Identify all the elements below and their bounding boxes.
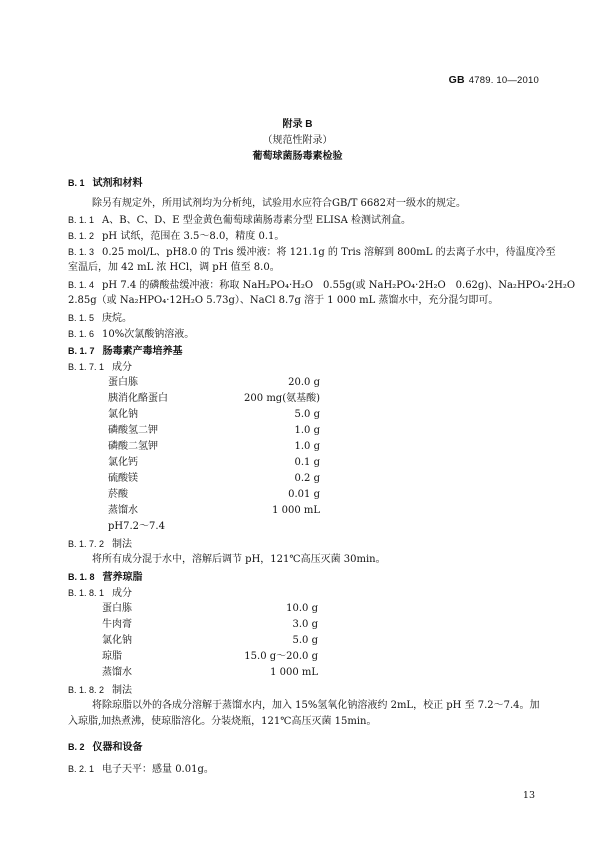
clause-b1-7-heading: B. 1. 7 肠毒素产毒培养基 (68, 346, 183, 357)
appendix-name: 葡萄球菌肠毒素检验 (252, 151, 343, 162)
appendix-type: （规范性附录） (262, 135, 333, 146)
standard-code (449, 74, 539, 86)
standard-number: 4789. 10—2010 (468, 75, 539, 86)
clause-b1-7-2: B. 1. 7. 2 制法 (68, 539, 133, 550)
clause-b1-4-cont: 2.85g（或 Na₂HPO₄·12H₂O 5.73g）、NaCl 8.7g 溶于 1 000 mL 蒸馏水中，充分混匀即可。 (68, 295, 499, 306)
clause-b1-6: B. 1. 6 10%次氯酸钠溶液。 (68, 329, 195, 340)
clause-b1-8-2: B. 1. 8. 2 制法 (68, 685, 133, 696)
clause-b1-8-1: B. 1. 8. 1 成分 (68, 588, 133, 599)
document-page: GB 4789. 10—2010 附录 B （规范性附录） 葡萄球菌肠毒素检验 B. 1 试剂和材料 除另有规定外，所用试剂均为分析纯，试验用水应符合GB/T 6682对一级水的规定。 B. 1. 1 A、B、C、D、E 型金黄色葡萄球菌肠毒素分型 ELISA 检测试剂盒。 B. 1. 2 pH 试纸，范围在 3.5～8.0，精度 0.1。 B. 1. 3 0.25 mol/L、pH8.0 的 Tris 缓冲液：将 121.1g 的 Tris 溶解到 800mL 的去离子水中，待温度冷至 室温后，加 42 mL 浓 HCl，调 pH 值至 8.0。 B. 1. 4 pH 7.4 的磷酸盐缓冲液：称取 NaH₂PO₄·H₂O 0.55g(或 NaH₂PO₄·2H₂O 0.62g)、Na₂HPO₄·2H₂O 2.85g（或 Na₂HPO₄·12H₂O 5.73g）、NaCl 8.7g 溶于 1 000 mL 蒸馏水中，充分混匀即可。 B. 1. 5 庚烷。 B. 1. 6 10%次氯酸钠溶液。 B. 1. 7 肠毒素产毒培养基 B. 1. 7. 1 成分 蛋白胨 20.0 g 胰消化酪蛋白 200 mg(氨基酸) 氯化钠 5.0 g 磷酸氢二钾 1.0 g 磷酸二氢钾 1.0 g 氯化钙 0.1 g 硫酸镁 0.2 g 菸酸 0.01 g 蒸馏水 1 000 mL pH7.2～7.4 B. 1. 7. 2 制法 将所有成分混于水中，溶解后调节 pH，121℃高压灭菌 30min。 B. 1. 8 营养琼脂 B. 1. 8. 1 成分 蛋白胨 10.0 g 牛肉膏 3.0 g 氯化钠 5.0 g 琼脂 15.0 g～20.0 g 蒸馏水 1 000 mL B. 1. 8. 2 制法 将除琼脂以外的各成分溶解于蒸馏水内，加入 15%氢氧化钠溶液约 2mL，校正 pH 至 7.2～7.4。加 入琼脂,加热煮沸，使琼脂溶化。分装烧瓶，121℃高压灭菌 15min。 B. 2 仪器和设备 B. 2. 1 电子天平：感量 0.01g。 13 (0, 0, 595, 842)
section-b1-heading: B. 1 试剂和材料 (68, 178, 143, 189)
clause-b1-8-2-text: 将除琼脂以外的各成分溶解于蒸馏水内，加入 15%氢氧化钠溶液约 2mL，校正 pH 至 7.2～7.4。加 (92, 700, 540, 711)
clause-b1-3: B. 1. 3 0.25 mol/L、pH8.0 的 Tris 缓冲液：将 121.1g 的 Tris 溶解到 800mL 的去离子水中，待温度冷至 (68, 247, 556, 258)
clause-b1-7-1: B. 1. 7. 1 成分 (68, 362, 133, 373)
standard-prefix: GB (448, 74, 465, 86)
ph-range: pH7.2～7.4 (108, 521, 165, 532)
section-b1-intro: 除另有规定外，所用试剂均为分析纯，试验用水应符合GB/T 6682对一级水的规定。 (92, 198, 467, 209)
clause-b1-7-2-text: 将所有成分混于水中，溶解后调节 pH，121℃高压灭菌 30min。 (92, 554, 386, 565)
clause-b1-5: B. 1. 5 庚烷。 (68, 313, 133, 324)
clause-b1-3-cont: 室温后，加 42 mL 浓 HCl，调 pH 值至 8.0。 (68, 262, 280, 273)
clause-b1-8-heading: B. 1. 8 营养琼脂 (68, 572, 143, 583)
clause-b1-8-2-cont: 入琼脂,加热煮沸，使琼脂溶化。分装烧瓶，121℃高压灭菌 15min。 (68, 716, 377, 727)
clause-b1-1: B. 1. 1 A、B、C、D、E 型金黄色葡萄球菌肠毒素分型 ELISA 检测试剂盒。 (68, 215, 412, 226)
clause-b1-4: B. 1. 4 pH 7.4 的磷酸盐缓冲液：称取 NaH₂PO₄·H₂O 0.55g(或 NaH₂PO₄·2H₂O 0.62g)、Na₂HPO₄·2H₂O (68, 280, 576, 291)
page-number: 13 (522, 790, 535, 801)
section-b2-heading: B. 2 仪器和设备 (68, 742, 143, 753)
clause-b1-2: B. 1. 2 pH 试纸，范围在 3.5～8.0，精度 0.1。 (68, 231, 285, 242)
appendix-title: 附录 B (282, 119, 313, 130)
clause-b2-1: B. 2. 1 电子天平：感量 0.01g。 (68, 764, 214, 775)
